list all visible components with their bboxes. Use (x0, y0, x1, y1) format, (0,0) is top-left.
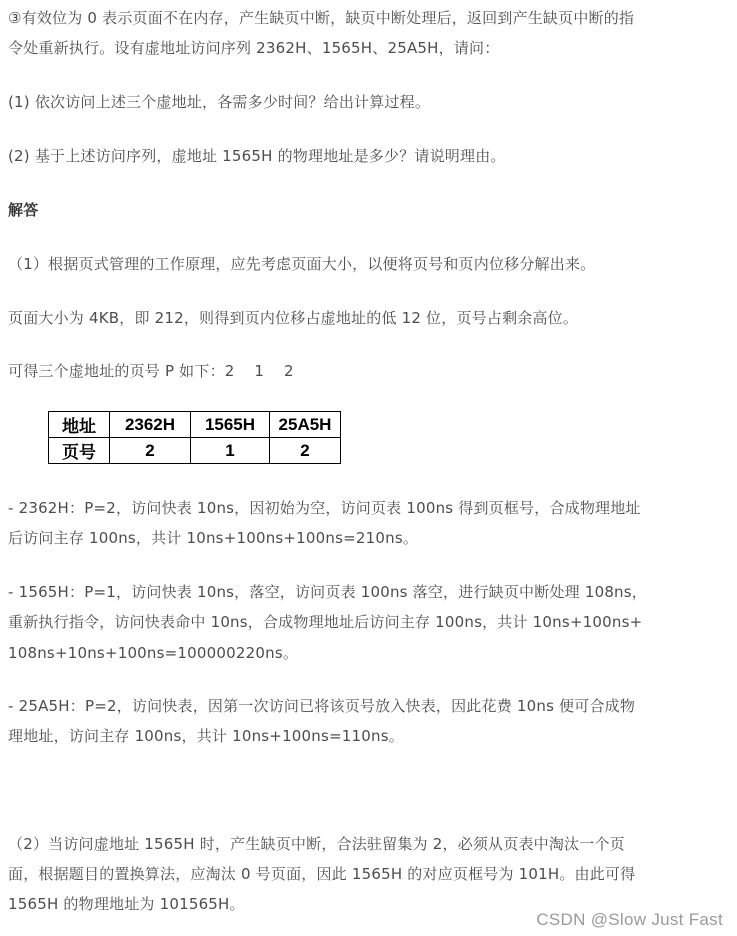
table-cell: 2 (110, 438, 191, 464)
table-cell: 2 (270, 438, 341, 464)
csdn-watermark: CSDN @Slow Just Fast (536, 910, 723, 929)
bullet-1565h-line: 重新执行指令，访问快表命中 10ns，合成物理地址后访问主存 100ns，共计 10ns+100ns+ (8, 613, 643, 631)
bullet-2362h-line: - 2362H：P=2，访问快表 10ns，因初始为空，访问页表 100ns 得到页框号，合成物理地址 (8, 499, 641, 517)
answer-2-line: 1565H 的物理地址为 101565H。 (8, 895, 245, 913)
table-cell: 页号 (49, 438, 110, 464)
question-2: (2) 基于上述访问序列，虚地址 1565H 的物理地址是多少？请说明理由。 (8, 147, 506, 165)
bullet-1565h-line: 108ns+10ns+100ns=100000220ns。 (8, 644, 299, 662)
table-cell: 25A5H (270, 412, 341, 438)
table-cell: 2362H (110, 412, 191, 438)
table-cell: 地址 (49, 412, 110, 438)
question-1: (1) 依次访问上述三个虚地址，各需多少时间？给出计算过程。 (8, 93, 431, 111)
paragraph-line: 令处重新执行。设有虚地址访问序列 2362H、1565H、25A5H，请问： (8, 39, 500, 57)
answer-2-line: （2）当访问虚地址 1565H 时，产生缺页中断，合法驻留集为 2，必须从页表中淘汰一个页 (8, 835, 625, 853)
table-row (49, 412, 341, 438)
answer-heading: 解答 (8, 201, 39, 219)
bullet-1565h-line: - 1565H：P=1，访问快表 10ns，落空，访问页表 100ns 落空，进行缺页中断处理 108ns， (8, 583, 647, 601)
table-cell: 1565H (191, 412, 270, 438)
answer-2-line: 面，根据题目的置换算法，应淘汰 0 号页面，因此 1565H 的对应页框号为 101H。由此可得 (8, 865, 636, 883)
table-row (49, 438, 341, 464)
paragraph-line: ③有效位为 0 表示页面不在内存，产生缺页中断，缺页中断处理后，返回到产生缺页中断的指 (8, 9, 635, 27)
bullet-25a5h-line: - 25A5H：P=2，访问快表，因第一次访问已将该页号放入快表，因此花费 10ns 便可合成物 (8, 697, 636, 715)
bullet-25a5h-line: 理地址，访问主存 100ns，共计 10ns+100ns=110ns。 (8, 727, 404, 745)
bullet-2362h-line: 后访问主存 100ns，共计 10ns+100ns+100ns=210ns。 (8, 529, 419, 547)
page-number-table (48, 411, 341, 464)
page-size-text: 页面大小为 4KB，即 212，则得到页内位移占虚地址的低 12 位，页号占剩余高位。 (8, 309, 579, 327)
answer-1-intro: （1）根据页式管理的工作原理，应先考虑页面大小，以便将页号和页内位移分解出来。 (8, 255, 596, 273)
page-numbers-text: 可得三个虚地址的页号 P 如下：2 1 2 (8, 362, 294, 380)
table-cell: 1 (191, 438, 270, 464)
